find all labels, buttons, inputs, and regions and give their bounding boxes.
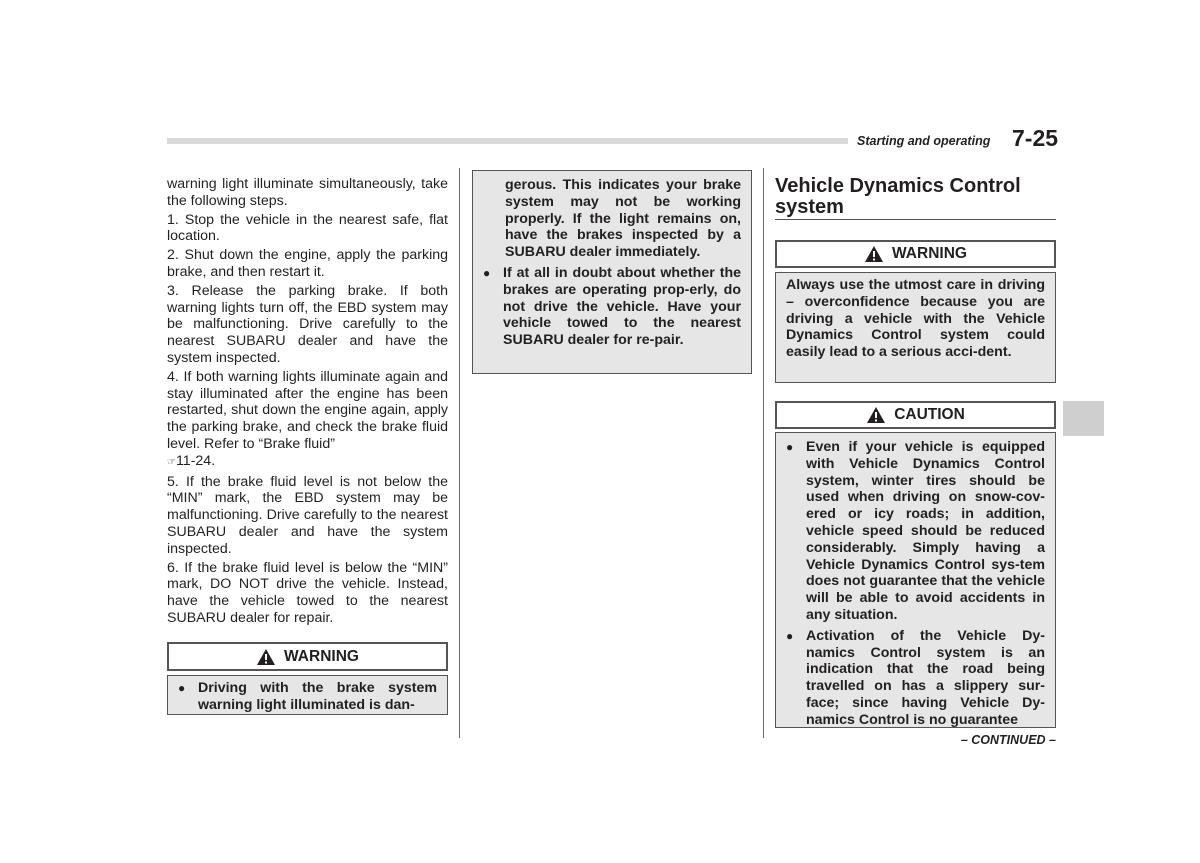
vdc-warning-box-body: Always use the utmost care in driving – overconfidence because you are driving a vehicle with the Vehicle Dynamics Control system could easily lead to a serious acci-dent. — [775, 272, 1056, 383]
warning-bullet — [178, 680, 437, 714]
caution-box-body — [775, 432, 1056, 728]
caution-bullet-1 — [786, 439, 1045, 624]
warning-triangle-icon — [256, 648, 276, 666]
bullet-icon: ● — [483, 265, 491, 280]
caution-bullet-2-text: Activation of the Vehicle Dy-namics Control system is an indication that the road being travelled on has a slippery sur-face; since having Vehicle Dy-namics Control is no guarantee — [806, 627, 1045, 728]
column-divider-right — [763, 168, 764, 738]
column-divider-left — [459, 168, 460, 738]
page-number: 7-25 — [1012, 125, 1059, 151]
step-6: 6. If the brake fluid level is below the “MIN” mark, DO NOT drive the vehicle. Instead, have the vehicle towed to the nearest SUBARU dealer for repair. — [167, 559, 448, 626]
warning-label: WARNING — [284, 647, 359, 665]
warning-label: WARNING — [892, 245, 967, 262]
bullet-icon: ● — [786, 628, 794, 643]
warning-triangle-icon — [866, 406, 886, 424]
warning-box-header — [167, 642, 448, 671]
caution-bullet-2 — [786, 628, 1045, 728]
step-5: 5. If the brake fluid level is not below the “MIN” mark, the EBD system may be malfunctioning. Drive carefully to the nearest SUBARU dealer and have the system inspected. — [167, 473, 448, 557]
warning-bullet-2-text: If at all in doubt about whether the brakes are operating prop-erly, do not drive the vehicle. Have your vehicle towed to the nearest SUBARU dealer for re-pair. — [503, 264, 741, 349]
bullet-icon: ● — [786, 440, 794, 454]
paragraph-intro: warning light illuminate simultaneously, take the following steps. — [167, 176, 448, 209]
step-4 — [167, 369, 448, 472]
step-4-text: 4. If both warning lights illuminate again and stay illuminated after the engine has been restarted, shut down the engine again, apply the parking brake, and check the brake fluid level. Refer to “Brake fluid” — [167, 368, 448, 452]
caution-bullet-1-text: Even if your vehicle is equipped with Vehicle Dynamics Control system, winter tires should be used when driving on snow-cov-ered or icy roads; in addition, vehicle speed should be reduced considerably. Simply having a Vehicle Dynamics Control sys-tem does not guarantee that the vehicle will be able to avoid accidents in any situation. — [806, 439, 1045, 623]
warning-continuation-text: gerous. This indicates your brake system may not be working properly. If the light remains on, have the brakes inspected by a SUBARU dealer immediately. — [505, 177, 741, 261]
warning-box-body — [167, 675, 448, 715]
step-2: 2. Shut down the engine, apply the parking brake, and then restart it. — [167, 247, 448, 280]
heading-rule — [775, 219, 1056, 220]
reference-page: 11-24. — [175, 452, 216, 469]
warning-box-continued — [472, 170, 752, 374]
step-3: 3. Release the parking brake. If both warning lights turn off, the EBD system may be malfunctioning. Drive carefully to the nearest SUBARU dealer and have the system inspected. — [167, 282, 448, 366]
left-column — [167, 176, 448, 629]
warning-bullet-text: Driving with the brake system warning light illuminated is dan- — [198, 680, 437, 713]
caution-box-header — [775, 401, 1056, 429]
step-1: 1. Stop the vehicle in the nearest safe, flat location. — [167, 211, 448, 245]
header-rule — [167, 138, 848, 144]
vdc-warning-box-header — [775, 240, 1056, 268]
bullet-icon: ● — [178, 681, 186, 695]
continued-marker: – CONTINUED – — [960, 733, 1056, 747]
reference-pointer-icon: ☞ — [167, 456, 176, 468]
warning-triangle-icon — [864, 245, 884, 263]
section-title: Starting and operating — [857, 134, 991, 148]
section-heading: Vehicle Dynamics Control system — [775, 175, 1021, 218]
chapter-thumb-tab — [1063, 401, 1104, 436]
caution-label: CAUTION — [894, 406, 965, 423]
warning-bullet-2 — [483, 265, 741, 349]
